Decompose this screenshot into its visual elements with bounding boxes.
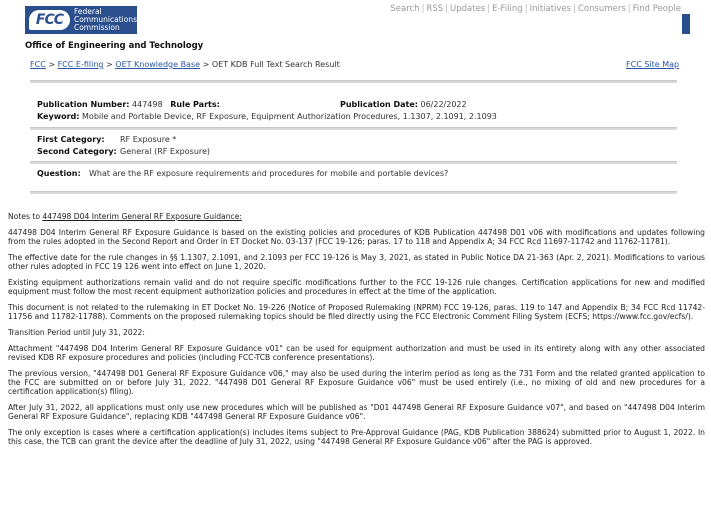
first-category: RF Exposure * (120, 135, 177, 144)
breadcrumb-sep: > (48, 60, 56, 69)
notes-title-link[interactable]: 447498 D04 Interim General RF Exposure Guidance: (42, 212, 242, 221)
breadcrumb (30, 60, 340, 69)
divider (30, 80, 677, 83)
breadcrumb-efiling[interactable]: FCC E-filing (57, 60, 104, 69)
notes-intro: Notes to (8, 212, 43, 221)
first-category-label: First Category: (37, 135, 105, 144)
notes-paragraph: 447498 D04 Interim General RF Exposure Guidance is based on the existing policies and procedures of KDB Publication 447498 D01 v06 with modifications and updates following from the rules adopted in the Second Report and Order in ET Docket No. 03-137 (FCC 19-126; paras. 17 to 118 and Appendix A; 34 FCC Rcd 11697-11742 and 11762-11781). (8, 228, 705, 246)
topnav-consumers[interactable]: Consumers (577, 4, 626, 14)
topnav-updates[interactable]: Updates (450, 4, 486, 14)
publication-date-label: Publication Date: (340, 100, 418, 109)
logo-line-1: Federal (73, 7, 102, 16)
topnav-initiatives[interactable]: Initiatives (529, 4, 572, 14)
breadcrumb-current: OET KDB Full Text Search Result (211, 60, 340, 69)
breadcrumb-fcc[interactable]: FCC (30, 60, 46, 69)
rule-parts-label: Rule Parts: (170, 100, 220, 109)
topnav-search[interactable]: Search (390, 4, 420, 14)
publication-date: 06/22/2022 (420, 100, 467, 109)
logo-line-3: Commission (73, 23, 120, 32)
notes-paragraph: The effective date for the rule changes in §§ 1.1307, 2.1091, and 2.1093 per FCC 19-126 is May 3, 2021, as stated in Public Notice DA 21-363 (Apr. 2, 2021). Modifications to various other rules adopted in FCC 19 126 went into effect on June 1, 2020. (8, 253, 705, 271)
breadcrumb-knowledge-base[interactable]: OET Knowledge Base (115, 60, 201, 69)
divider (30, 191, 677, 194)
notes-paragraph: Attachment "447498 D04 Interim General RF Exposure Guidance v01" can be used for equipment authorization and must be used in its entirety along with any other associated revised KDB RF exposure procedures and policies (including FCC-TCB conference presentations). (8, 344, 705, 362)
second-category: General (RF Exposure) (120, 147, 211, 156)
top-navigation: Search | RSS | Updates | E-Filing | Initiatives | Consumers | Find People (390, 4, 681, 14)
logo-line-2: Communications (73, 15, 137, 24)
breadcrumb-sep: > (202, 60, 210, 69)
header-accent-bar (682, 14, 690, 34)
keyword-label: Keyword: (37, 112, 80, 121)
keyword: Mobile and Portable Device, RF Exposure, Equipment Authorization Procedures, 1.1307, 2.1091, 2.1093 (82, 112, 497, 121)
transition-heading: Transition Period until July 31, 2022: (8, 328, 145, 337)
fcc-logo[interactable] (25, 6, 137, 34)
divider (30, 127, 677, 130)
divider (30, 161, 677, 164)
publication-number: 447498 (132, 100, 163, 109)
office-title: Office of Engineering and Technology (25, 41, 204, 51)
notes-paragraph: The previous version, "447498 D01 General RF Exposure Guidance v06," may also be used during the interim period as long as the 731 Form and the related granted application to the FCC are submitted on or before July 31, 2022. "447498 D01 General RF Exposure Guidance v06" must be used entirely (i.e., no mixing of old and new procedures for a certification application(s) filing). (8, 369, 705, 396)
topnav-efiling[interactable]: E-Filing (492, 4, 523, 14)
notes-paragraph: Existing equipment authorizations remain valid and do not require specific modifications further to the FCC 19-126 rule changes. Certification applications for new and modified equipment must follow the most recent equipment authorization policies and procedures in effect at the time of the application. (8, 278, 705, 296)
notes-paragraph: After July 31, 2022, all applications must only use new procedures which will be published as "D01 447498 General RF Exposure Guidance v07", and based on "447498 D04 Interim General RF Exposure Guidance", replacing KDB "447498 General RF Exposure Guidance v06". (8, 403, 705, 421)
question-label: Question: (37, 169, 81, 178)
notes-heading (8, 212, 705, 221)
topnav-rss[interactable]: RSS (426, 4, 444, 14)
notes-paragraph: This document is not related to the rulemaking in ET Docket No. 19-226 (Notice of Proposed Rulemaking (NPRM) FCC 19-126, paras. 119 to 147 and Appendix B; 34 FCC Rcd 11742-11756 and 11782-11788). Comments on the proposed rulemaking topics should be filed directly using the FCC Electronic Comment Filing System (ECFS; https://www.fcc.gov/ecfs/). (8, 303, 705, 321)
publication-number-label: Publication Number: (37, 100, 130, 109)
notes-section (8, 212, 705, 453)
notes-paragraph: The only exception is cases where a certification application(s) includes items subject to Pre-Approval Guidance (PAG, KDB Publication 388624) submitted prior to August 1, 2022. In this case, the TCB can grant the device after the deadline of July 31, 2022, using "447498 General RF Exposure Guidance v06" after the PAG is approved. (8, 428, 705, 446)
site-map-link[interactable]: FCC Site Map (626, 60, 680, 69)
breadcrumb-sep: > (106, 60, 113, 69)
topnav-find-people[interactable]: Find People (632, 4, 681, 14)
fcc-seal-mark: FCC (29, 10, 70, 30)
question-text: What are the RF exposure requirements and procedures for mobile and portable devices? (89, 169, 449, 178)
second-category-label: Second Category: (37, 147, 117, 156)
